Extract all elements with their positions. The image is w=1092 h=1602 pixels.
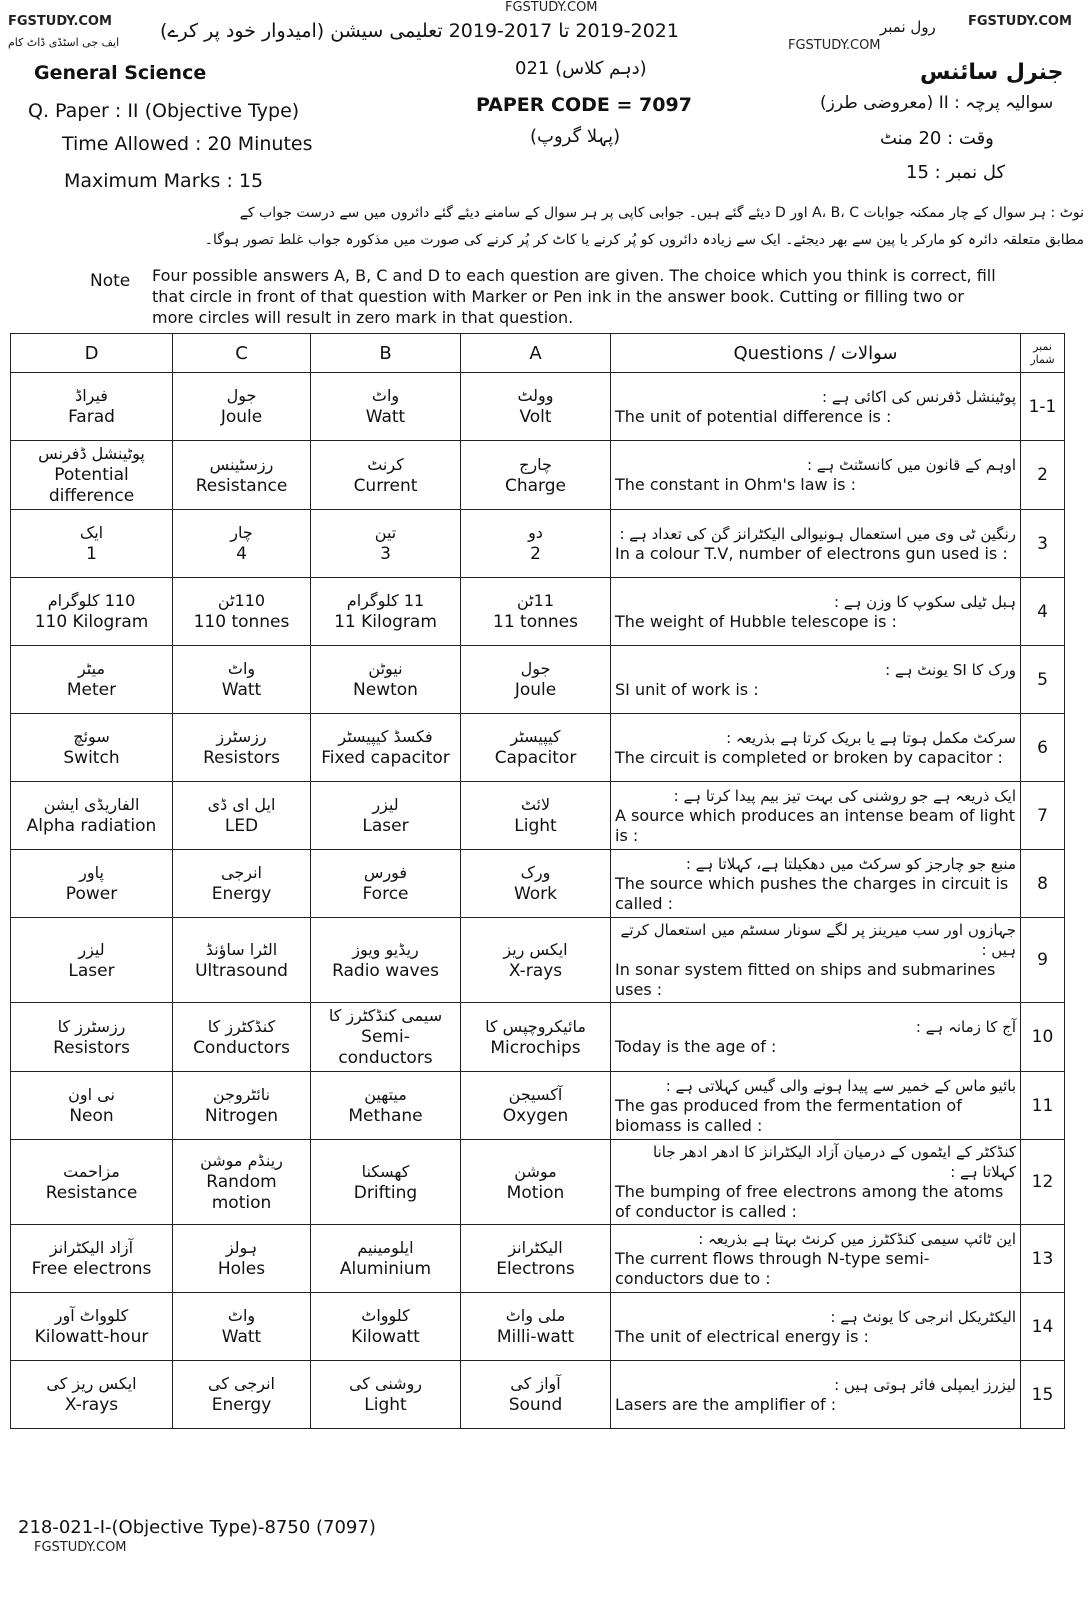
question-text — [611, 1225, 1021, 1293]
option-c-english: Ultrasound — [195, 960, 288, 981]
option-a-urdu: لائٹ — [520, 795, 551, 814]
question-row — [11, 646, 1065, 714]
option-a — [461, 714, 611, 782]
option-a-urdu: دو — [528, 523, 543, 542]
option-c — [173, 646, 311, 714]
question-number: 6 — [1021, 714, 1065, 782]
question-number: 5 — [1021, 646, 1065, 714]
option-d — [11, 578, 173, 646]
question-number: 12 — [1021, 1140, 1065, 1225]
option-c-urdu: انرجی کی — [208, 1374, 275, 1393]
option-b — [311, 373, 461, 441]
option-b — [311, 1361, 461, 1429]
question-english: The constant in Ohm's law is : — [615, 475, 856, 494]
option-d — [11, 918, 173, 1003]
question-number: 7 — [1021, 782, 1065, 850]
question-english: The gas produced from the fermentation of biomass is called : — [615, 1095, 962, 1135]
question-english: The weight of Hubble telescope is : — [615, 611, 897, 631]
option-d-english: Power — [65, 884, 118, 904]
header-option-b: B — [311, 334, 461, 373]
option-b — [311, 1003, 461, 1072]
question-english: In sonar system fitted on ships and submarines uses : — [615, 960, 996, 999]
question-urdu: کنڈکٹر کے ایٹموں کے درمیان آزاد الیکٹرانز کا ادھر ادھر جانا کہلاتا ہے : — [653, 1143, 1016, 1181]
question-english: The source which pushes the charges in circuit is called : — [615, 873, 1009, 913]
option-a-english: Charge — [504, 475, 566, 496]
option-a-english: Electrons — [496, 1259, 575, 1279]
option-b-english: Fixed capacitor — [321, 748, 450, 768]
option-c-urdu: رینڈم موشن — [200, 1151, 283, 1170]
option-d — [11, 714, 173, 782]
paper-type-urdu: سوالیہ پرچہ : II (معروضی طرز) — [820, 93, 1054, 113]
option-d-urdu: نی اون — [68, 1085, 115, 1104]
option-b-urdu: کھسکنا — [361, 1161, 410, 1181]
option-d — [11, 1140, 173, 1225]
note-urdu-line2: مطابق متعلقہ دائرہ کو مارکر یا پین سے بھر دیجئے۔ ایک سے زیادہ دائروں کو پُر کرنے یا کاٹ کر پُر کرنے کی صورت میں مذکورہ جواب غلط تصور ہوگا۔ — [204, 232, 1084, 248]
option-d — [11, 1361, 173, 1429]
option-d — [11, 441, 173, 510]
subject-urdu: جنرل سائنس — [920, 60, 1064, 85]
question-text — [611, 1293, 1021, 1361]
option-a-urdu: چارج — [519, 454, 552, 474]
question-text — [611, 510, 1021, 578]
option-b-urdu: فکسڈ کیپیسٹر — [338, 727, 433, 746]
question-text — [611, 1361, 1021, 1429]
option-a-urdu: ملی واٹ — [505, 1306, 566, 1325]
option-a-english: Motion — [506, 1182, 565, 1203]
watermark-top-right: FGSTUDY.COM — [968, 14, 1072, 29]
option-a-urdu: جول — [520, 659, 551, 678]
option-c-english: Energy — [211, 1395, 272, 1415]
option-d-urdu: آزاد الیکٹرانز — [49, 1238, 134, 1257]
maximum-marks: Maximum Marks : 15 — [64, 170, 264, 192]
option-a-urdu: ایکس ریز — [503, 939, 568, 959]
option-c-english: Resistance — [195, 475, 288, 496]
option-d — [11, 646, 173, 714]
header-option-d: D — [11, 334, 173, 373]
question-urdu: این ٹائپ سیمی کنڈکٹرز میں کرنٹ بہتا ہے بذریعہ : — [698, 1229, 1016, 1248]
option-d-urdu: سوئچ — [73, 727, 110, 746]
question-row — [11, 918, 1065, 1003]
option-d-english: Farad — [68, 407, 115, 427]
option-d — [11, 1072, 173, 1140]
question-text — [611, 850, 1021, 918]
option-d — [11, 1003, 173, 1072]
option-a-english: Milli-watt — [496, 1327, 575, 1347]
option-c — [173, 510, 311, 578]
option-b-urdu: روشنی کی — [348, 1374, 423, 1393]
question-english: The current flows through N-type semi-conductors due to : — [615, 1248, 930, 1288]
question-number: 1-1 — [1021, 373, 1065, 441]
group-urdu: (پہلا گروپ) — [530, 126, 621, 147]
option-b — [311, 850, 461, 918]
question-text — [611, 1140, 1021, 1225]
option-a-urdu: الیکٹرانز — [508, 1238, 563, 1257]
question-number: 4 — [1021, 578, 1065, 646]
option-b-english: Newton — [353, 680, 418, 700]
option-b-urdu: میتھین — [364, 1085, 407, 1104]
option-b-english: Radio waves — [332, 960, 439, 981]
option-d-english: 110 Kilogram — [34, 612, 149, 632]
question-number: 2 — [1021, 441, 1065, 510]
option-a — [461, 578, 611, 646]
option-a-urdu: ورک — [520, 863, 551, 882]
option-c — [173, 1003, 311, 1072]
option-b — [311, 1225, 461, 1293]
option-c-urdu: کنڈکٹرز کا — [207, 1016, 276, 1036]
option-c-urdu: واٹ — [227, 1306, 256, 1325]
option-b-english: Laser — [362, 816, 409, 836]
option-b-english: Kilowatt — [351, 1327, 420, 1347]
question-number: 10 — [1021, 1003, 1065, 1072]
option-a — [461, 782, 611, 850]
question-row — [11, 782, 1065, 850]
option-d-urdu: 110 کلوگرام — [47, 591, 136, 610]
header-option-a: A — [461, 334, 611, 373]
option-a — [461, 850, 611, 918]
option-b-urdu: ایلومینیم — [357, 1238, 414, 1257]
option-c — [173, 714, 311, 782]
question-english: The circuit is completed or broken by capacitor : — [615, 747, 1003, 767]
option-a — [461, 441, 611, 510]
option-c — [173, 850, 311, 918]
option-d — [11, 850, 173, 918]
question-row — [11, 1361, 1065, 1429]
option-d-english: Neon — [69, 1106, 114, 1126]
question-urdu: اوہم کے قانون میں کانسٹنٹ ہے : — [806, 456, 1016, 474]
option-b-urdu: تین — [374, 523, 397, 542]
question-english: In a colour T.V, number of electrons gun used is : — [615, 543, 1008, 563]
option-d-urdu: پوٹینشل ڈفرنس — [38, 444, 145, 463]
watermark-top-left: FGSTUDY.COM — [8, 14, 112, 29]
question-number: 11 — [1021, 1072, 1065, 1140]
option-c-urdu: چار — [230, 523, 253, 542]
option-c — [173, 373, 311, 441]
option-b-urdu: کلوواٹ — [361, 1306, 410, 1325]
question-row — [11, 1225, 1065, 1293]
option-a-english: Oxygen — [502, 1106, 569, 1126]
option-b-urdu: 11 کلوگرام — [346, 591, 425, 610]
option-d-english: Free electrons — [31, 1259, 152, 1279]
option-c-urdu: الٹرا ساؤنڈ — [205, 939, 278, 959]
question-urdu: رنگین ٹی وی میں استعمال ہونیوالی الیکٹرانز گن کی تعداد ہے : — [619, 524, 1016, 543]
question-english: A source which produces an intense beam of light is : — [615, 805, 1016, 845]
question-row — [11, 510, 1065, 578]
option-a-english: X-rays — [508, 960, 563, 981]
option-c-english: Energy — [211, 884, 272, 904]
option-b-urdu: نیوٹن — [368, 659, 403, 678]
option-a — [461, 1225, 611, 1293]
option-d — [11, 1293, 173, 1361]
question-english: The unit of electrical energy is : — [615, 1326, 869, 1346]
question-number: 8 — [1021, 850, 1065, 918]
option-c-urdu: جول — [226, 386, 257, 405]
option-c-english: Joule — [220, 407, 263, 427]
question-row — [11, 714, 1065, 782]
option-a-urdu: آکسیجن — [508, 1085, 563, 1104]
option-c — [173, 1361, 311, 1429]
watermark-top-center: FGSTUDY.COM — [505, 0, 598, 15]
option-c-urdu: رزسٹینس — [209, 454, 274, 474]
option-d-urdu: لیزر — [78, 939, 105, 959]
question-text — [611, 1003, 1021, 1072]
option-d-english: Switch — [63, 748, 120, 768]
question-row — [11, 441, 1065, 510]
option-d-urdu: رزسٹرز کا — [57, 1016, 126, 1036]
option-a-english: 2 — [530, 544, 541, 564]
option-b — [311, 782, 461, 850]
paper-title: General Science — [34, 62, 207, 84]
option-a — [461, 1293, 611, 1361]
header-option-c: C — [173, 334, 311, 373]
option-a-urdu: موشن — [514, 1161, 557, 1181]
question-urdu: پوٹینشل ڈفرنس کی اکائی ہے : — [822, 387, 1016, 406]
option-b-english: 11 Kilogram — [334, 612, 437, 632]
option-b-english: 3 — [380, 544, 391, 564]
option-c — [173, 1140, 311, 1225]
question-text — [611, 441, 1021, 510]
option-b-english: Force — [362, 884, 409, 904]
option-b — [311, 918, 461, 1003]
question-english: SI unit of work is : — [615, 679, 759, 699]
option-c — [173, 1225, 311, 1293]
option-d-english: Kilowatt-hour — [34, 1327, 149, 1347]
question-text — [611, 714, 1021, 782]
question-english: Lasers are the amplifier of : — [615, 1394, 837, 1414]
question-english: The bumping of free electrons among the atoms of conductor is called : — [615, 1182, 1004, 1221]
option-b-urdu: سیمی کنڈکٹرز کا — [328, 1006, 443, 1025]
header-questions: Questions / سوالات — [611, 334, 1021, 373]
question-number: 15 — [1021, 1361, 1065, 1429]
option-d-urdu: ایک — [79, 523, 104, 542]
time-urdu: وقت : 20 منٹ — [880, 128, 994, 149]
option-a-english: Microchips — [490, 1037, 581, 1058]
option-b — [311, 1293, 461, 1361]
option-a — [461, 373, 611, 441]
option-a — [461, 1361, 611, 1429]
header-serial: نمبر شمار — [1021, 334, 1065, 373]
question-row — [11, 1072, 1065, 1140]
option-c-english: Resistors — [203, 748, 280, 768]
option-d — [11, 1225, 173, 1293]
option-b — [311, 1072, 461, 1140]
question-text — [611, 373, 1021, 441]
option-d — [11, 373, 173, 441]
option-a — [461, 1072, 611, 1140]
option-a-english: Light — [514, 816, 557, 836]
marks-urdu: کل نمبر : 15 — [906, 162, 1006, 183]
option-d-urdu: ایکس ریز کی — [46, 1374, 137, 1393]
paper-code: PAPER CODE = 7097 — [476, 94, 692, 116]
watermark-mid-right: FGSTUDY.COM — [788, 38, 881, 53]
question-urdu: ایک ذریعہ ہے جو روشنی کی بہت تیز بیم پیدا کرتا ہے : — [673, 786, 1016, 805]
option-c-urdu: نائٹروجن — [212, 1085, 271, 1104]
option-c-urdu: ہولز — [225, 1238, 258, 1257]
option-c — [173, 782, 311, 850]
class-urdu: (دہم کلاس) 021 — [515, 58, 647, 79]
option-a-english: Capacitor — [494, 748, 577, 768]
footer-code: 218-021-I-(Objective Type)-8750 (7097) — [18, 1517, 376, 1538]
session-years: 2019-2021 تا 2017-2019 تعلیمی سیشن (امیدوار خود پر کرے) — [160, 20, 679, 42]
option-a-english: Volt — [519, 407, 552, 427]
option-a — [461, 1003, 611, 1072]
option-b-urdu: لیزر — [372, 795, 399, 814]
question-row — [11, 1003, 1065, 1072]
option-d-english: Resistance — [45, 1182, 138, 1203]
option-b-urdu: واٹ — [371, 386, 400, 405]
option-c — [173, 1293, 311, 1361]
option-d-english: Alpha radiation — [26, 816, 157, 836]
option-b-english: Light — [364, 1395, 407, 1415]
option-d-urdu: الفاریڈی ایشن — [43, 795, 140, 814]
option-b-english: Aluminium — [339, 1259, 432, 1279]
time-allowed: Time Allowed : 20 Minutes — [62, 133, 313, 155]
option-c-english: Holes — [217, 1259, 266, 1279]
option-b — [311, 578, 461, 646]
option-a-urdu: وولٹ — [517, 386, 554, 405]
option-a-english: Work — [513, 884, 558, 904]
question-urdu: بائیو ماس کے خمیر سے پیدا ہونے والی گیس کہلاتی ہے : — [665, 1076, 1016, 1095]
option-a-urdu: کیپیسٹر — [510, 727, 561, 746]
question-urdu: الیکٹریکل انرجی کا یونٹ ہے : — [830, 1307, 1016, 1326]
option-d-urdu: مزاحمت — [63, 1161, 120, 1181]
option-a-english: Sound — [508, 1395, 563, 1415]
option-b-english: Drifting — [353, 1182, 418, 1203]
option-b-english: Current — [353, 475, 418, 496]
option-b-english: Methane — [348, 1106, 423, 1126]
question-row — [11, 578, 1065, 646]
paper-type: Q. Paper : II (Objective Type) — [28, 100, 300, 122]
watermark-urdu-top-left: ایف جی اسٹڈی ڈاٹ کام — [8, 36, 120, 49]
question-urdu: آج کا زمانہ ہے : — [915, 1018, 1016, 1036]
option-c-english: Nitrogen — [204, 1106, 279, 1126]
option-d-english: Laser — [68, 960, 115, 981]
option-a-urdu: آواز کی — [510, 1374, 561, 1393]
option-c-urdu: رزسٹرز — [216, 727, 267, 746]
question-english: The unit of potential difference is : — [615, 406, 892, 426]
questions-table — [10, 333, 1065, 1429]
question-row — [11, 1293, 1065, 1361]
option-c-english: 4 — [236, 544, 247, 564]
question-urdu: سرکٹ مکمل ہوتا ہے یا بریک کرتا ہے بذریعہ : — [726, 728, 1016, 747]
option-c-urdu: انرجی — [221, 863, 262, 882]
option-d-english: X-rays — [64, 1395, 119, 1415]
question-number: 13 — [1021, 1225, 1065, 1293]
question-row — [11, 850, 1065, 918]
question-text — [611, 578, 1021, 646]
option-d-english: 1 — [86, 544, 97, 564]
option-c-english: Conductors — [193, 1037, 290, 1058]
option-a — [461, 1140, 611, 1225]
note-urdu-line1: نوٹ : ہر سوال کے چار ممکنہ جوابات A، B، C اور D دیئے گئے ہیں۔ جوابی کاپی پر ہر سوال کے سامنے دیئے گئے دائروں میں سے درست جواب کے — [239, 205, 1084, 221]
question-row — [11, 1140, 1065, 1225]
question-urdu: ورک کا SI یونٹ ہے : — [885, 660, 1016, 679]
option-b — [311, 1140, 461, 1225]
option-a — [461, 918, 611, 1003]
option-d-english: Meter — [66, 680, 117, 700]
option-a-english: Joule — [514, 680, 557, 700]
option-d-urdu: پاور — [79, 863, 104, 882]
option-b-urdu: کرنٹ — [367, 454, 404, 474]
option-b-english: Watt — [365, 407, 406, 427]
question-number: 14 — [1021, 1293, 1065, 1361]
option-d — [11, 510, 173, 578]
option-b-urdu: ریڈیو ویوز — [352, 939, 419, 959]
option-b-english: Semi-conductors — [338, 1027, 433, 1068]
option-d-urdu: فیراڈ — [75, 386, 108, 405]
option-a — [461, 510, 611, 578]
option-a — [461, 646, 611, 714]
watermark-footer: FGSTUDY.COM — [34, 1540, 127, 1555]
question-text — [611, 646, 1021, 714]
question-urdu: لیزرز ایمپلی فائر ہوتی ہیں : — [834, 1375, 1016, 1394]
option-d-urdu: کلوواٹ آور — [54, 1306, 129, 1325]
option-c — [173, 1072, 311, 1140]
option-b — [311, 510, 461, 578]
option-c-urdu: ایل ای ڈی — [207, 795, 276, 814]
option-d-urdu: میٹر — [77, 659, 106, 678]
option-c-english: Random motion — [206, 1172, 277, 1213]
option-d-english: Potential difference — [48, 465, 135, 506]
option-c-urdu: 110ٹن — [217, 591, 266, 610]
question-text — [611, 918, 1021, 1003]
option-a-urdu: 11ٹن — [517, 591, 554, 610]
option-d-english: Resistors — [53, 1037, 130, 1058]
option-c-urdu: واٹ — [227, 659, 256, 678]
question-english: Today is the age of : — [615, 1037, 777, 1056]
option-c-english: LED — [224, 816, 259, 836]
option-c — [173, 578, 311, 646]
option-a-english: 11 tonnes — [493, 612, 578, 632]
option-b — [311, 714, 461, 782]
question-urdu: ہبل ٹیلی سکوپ کا وزن ہے : — [833, 592, 1016, 611]
option-c-english: Watt — [221, 1327, 262, 1347]
question-number: 9 — [1021, 918, 1065, 1003]
option-b — [311, 646, 461, 714]
table-header-row — [11, 334, 1065, 373]
note-text: Four possible answers A, B, C and D to each question are given. The choice which you think is correct, fill that circle in front of that question with Marker or Pen ink in the answer book. Cutting or filling two or more circles will result in zero mark in that question. — [152, 266, 996, 327]
question-text — [611, 1072, 1021, 1140]
question-urdu: منبع جو چارجز کو سرکٹ میں دھکیلتا ہے، کہلاتا ہے : — [685, 854, 1016, 873]
option-c — [173, 441, 311, 510]
option-c-english: Watt — [221, 680, 262, 700]
question-text — [611, 782, 1021, 850]
option-c — [173, 918, 311, 1003]
roll-number-label: رول نمبر — [880, 18, 936, 36]
question-number: 3 — [1021, 510, 1065, 578]
option-a-urdu: مائیکروچپس کا — [485, 1016, 586, 1036]
option-b — [311, 441, 461, 510]
option-c-english: 110 tonnes — [193, 612, 290, 632]
option-d — [11, 782, 173, 850]
note-label: Note — [90, 271, 131, 291]
option-b-urdu: فورس — [363, 863, 408, 882]
question-urdu: جہازوں اور سب میرینز پر لگے سونار سسٹم میں استعمال کرتے ہیں : — [620, 921, 1016, 959]
question-row — [11, 373, 1065, 441]
